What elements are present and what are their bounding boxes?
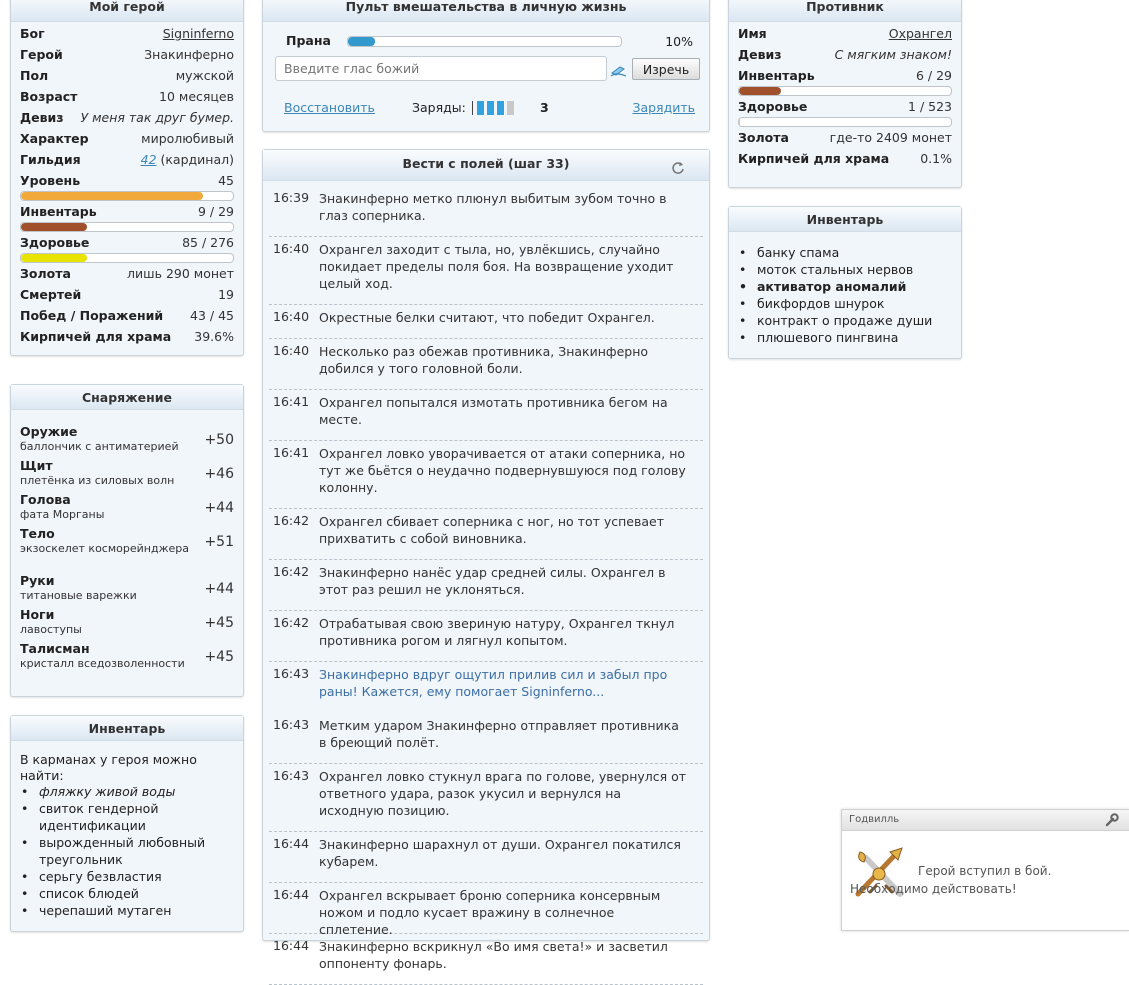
health-label: Здоровье: [20, 235, 89, 250]
news-entry: [269, 190, 703, 237]
level-row: [11, 171, 243, 202]
opponent-motto-row: [729, 45, 961, 66]
news-time: 16:44: [273, 836, 309, 851]
godville-message: Герой вступил в бой. Необходимо действовать!: [850, 862, 1120, 898]
news-entry: [269, 241, 703, 305]
opponent-name-link[interactable]: Охрангел: [889, 26, 952, 41]
inventory-row: [11, 202, 243, 233]
news-time: 16:44: [273, 938, 309, 953]
news-panel: [262, 149, 710, 941]
god-label: Бог: [20, 26, 45, 41]
guild-row: [11, 150, 243, 171]
equipment-row: [11, 491, 243, 525]
equipment-item-name: кристалл вседозволенности: [20, 657, 190, 670]
wins-label: Побед / Поражений: [20, 308, 163, 323]
opponent-inventory-fill: [739, 87, 781, 95]
guild-link[interactable]: 42: [141, 152, 157, 167]
equipment-slot: Голова: [20, 492, 71, 507]
news-time: 16:41: [273, 394, 309, 409]
news-entry: [269, 309, 703, 339]
opponent-health-label: Здоровье: [738, 99, 807, 114]
news-entry: [269, 887, 703, 934]
prana-fill: [348, 37, 375, 46]
refresh-icon[interactable]: [671, 157, 685, 171]
news-text: Несколько раз обежав противника, Знакинферно добился у того головной боли.: [319, 343, 689, 377]
inventory-item: • фляжку живой воды: [39, 783, 243, 800]
news-entry: [269, 836, 703, 883]
prana-label: Прана: [286, 33, 331, 48]
voice-input[interactable]: [275, 56, 607, 81]
news-time: 16:41: [273, 445, 309, 460]
hero-inventory-intro: В карманах у героя можно найти:: [20, 752, 220, 784]
equipment-title: Снаряжение: [11, 385, 243, 410]
news-text: Отрабатывая свою звериную натуру, Охрангел ткнул противника рогом и лягнул копытом.: [319, 615, 689, 649]
news-time: 16:42: [273, 615, 309, 630]
charge-link[interactable]: Зарядить: [632, 100, 695, 115]
god-row: [11, 24, 243, 45]
equipment-item-name: титановые варежки: [20, 589, 190, 602]
god-link[interactable]: Signinferno: [163, 26, 234, 41]
health-value: 85 / 276: [182, 235, 234, 250]
bricks-row: [11, 327, 243, 348]
gold-row: [11, 264, 243, 285]
deaths-value: 19: [218, 287, 234, 302]
prana-value: 10%: [665, 34, 693, 49]
deaths-row: [11, 285, 243, 306]
equipment-row: [11, 606, 243, 640]
equipment-bonus: +50: [204, 432, 234, 448]
opponent-bricks-row: [729, 149, 961, 170]
equipment-bonus: +44: [204, 500, 234, 516]
motto-value: У меня так друг бумер.: [81, 110, 235, 125]
gender-value: мужской: [176, 68, 234, 83]
wrench-icon[interactable]: [1105, 813, 1119, 827]
say-button[interactable]: Изречь: [632, 58, 700, 80]
equipment-item-name: экзоскелет косморейнджера: [20, 542, 190, 555]
gold-value: лишь 290 монет: [127, 266, 234, 281]
opponent-inventory-item: • активатор аномалий: [757, 278, 961, 295]
news-entry: [269, 615, 703, 662]
gold-label: Золота: [20, 266, 71, 281]
opponent-inventory-item: • плюшевого пингвина: [757, 329, 961, 346]
level-value: 45: [218, 173, 234, 188]
news-text: Охрангел попытался измотать противника бегом на месте.: [319, 394, 689, 428]
equipment-row: [11, 572, 243, 606]
opponent-bricks-label: Кирпичей для храма: [738, 151, 889, 166]
news-entry: [269, 513, 703, 560]
level-label: Уровень: [20, 173, 80, 188]
level-progress-bar: [20, 191, 234, 201]
wins-row: [11, 306, 243, 327]
news-text: Метким ударом Знакинферно отправляет противника в бреющий полёт.: [319, 717, 689, 751]
restore-link[interactable]: Восстановить: [284, 100, 375, 115]
equipment-item-name: баллончик с антиматерией: [20, 440, 190, 453]
news-entry: [269, 445, 703, 509]
health-progress-bar: [20, 253, 234, 263]
deaths-label: Смертей: [20, 287, 81, 302]
news-text: Знакинферно метко плюнул выбитым зубом точно в глаз соперника.: [319, 190, 689, 224]
charges-label: Заряды:: [412, 100, 466, 115]
character-label: Характер: [20, 131, 89, 146]
opponent-title: Противник: [729, 0, 961, 22]
guild-value: [141, 152, 234, 167]
opponent-inventory-bar: [738, 86, 952, 96]
inventory-item: • список блюдей: [39, 885, 243, 902]
opponent-name-label: Имя: [738, 26, 767, 41]
opponent-inventory-item: • контракт о продаже души: [757, 312, 961, 329]
news-text: Знакинферно нанёс удар средней силы. Охрангел в этот раз решил не уклоняться.: [319, 564, 689, 598]
equipment-bonus: +51: [204, 534, 234, 550]
opponent-gold-value: где-то 2409 монет: [830, 130, 952, 145]
hero-inventory-list: [11, 783, 243, 919]
wins-value: 43 / 45: [190, 308, 234, 323]
level-progress-fill: [21, 192, 203, 200]
news-entry: [269, 938, 703, 985]
equipment-bonus: +44: [204, 581, 234, 597]
news-entry: [269, 564, 703, 611]
opponent-health-value: 1 / 523: [908, 99, 952, 114]
opponent-inventory-item: • моток стальных нервов: [757, 261, 961, 278]
health-progress-fill: [21, 254, 87, 262]
news-time: 16:39: [273, 190, 309, 205]
control-panel: [262, 0, 710, 132]
equipment-row: [11, 423, 243, 457]
equipment-item-name: лавоступы: [20, 623, 190, 636]
bricks-value: 39.6%: [194, 329, 234, 344]
inventory-item: • свиток гендерной идентификации: [39, 800, 243, 834]
opponent-health-row: [729, 97, 961, 128]
news-time: 16:43: [273, 768, 309, 783]
opponent-bricks-value: 0.1%: [920, 151, 952, 166]
equipment-bonus: +45: [204, 615, 234, 631]
charge-cell: [477, 101, 484, 115]
equipment-slot: Щит: [20, 458, 53, 473]
opponent-gold-label: Золота: [738, 130, 789, 145]
news-entry: [269, 768, 703, 832]
opponent-inventory-label: Инвентарь: [738, 68, 815, 83]
inventory-value: 9 / 29: [198, 204, 234, 219]
bricks-label: Кирпичей для храма: [20, 329, 171, 344]
hero-inventory-panel: [10, 715, 244, 932]
opponent-gold-row: [729, 128, 961, 149]
control-title: Пульт вмешательства в личную жизнь: [263, 0, 709, 22]
equipment-panel: [10, 384, 244, 697]
equipment-slot: Тело: [20, 526, 55, 541]
guild-label: Гильдия: [20, 152, 81, 167]
news-text: Охрангел ловко стукнул врага по голове, увернулся от ответного удара, разок укусил и вернулся на исходную позицию.: [319, 768, 689, 819]
opponent-inventory-list: [729, 244, 961, 346]
news-entry: [269, 394, 703, 441]
hero-inventory-title: Инвентарь: [11, 716, 243, 741]
prana-bar: [347, 36, 622, 47]
opponent-inventory-item: • банку спама: [757, 244, 961, 261]
hero-name: Знакинферно: [144, 47, 234, 62]
news-text: Охрангел заходит с тыла, но, увлёкшись, случайно покидает пределы поля боя. На возвращение уходит целый ход.: [319, 241, 689, 292]
age-row: [11, 87, 243, 108]
news-text: Охрангел сбивает соперника с ног, но тот успевает прихватить с собой виновника.: [319, 513, 689, 547]
opponent-motto-label: Девиз: [738, 47, 782, 62]
opponent-inventory-panel: [728, 206, 962, 359]
charge-cell: [497, 101, 504, 115]
news-text: Знакинферно вскрикнул «Во имя света!» и засветил оппоненту фонарь.: [319, 938, 689, 972]
news-text: Охрангел ловко уворачивается от атаки соперника, но тут же бьётся о неудачно подвернувшуюся под голову колонну.: [319, 445, 689, 496]
equipment-row: [11, 457, 243, 491]
opponent-inventory-item: • бикфордов шнурок: [757, 295, 961, 312]
health-row: [11, 233, 243, 264]
motto-label: Девиз: [20, 110, 64, 125]
guild-rank: (кардинал): [157, 152, 234, 167]
inventory-item: • вырожденный любовный треугольник: [39, 834, 243, 868]
equipment-bonus: +45: [204, 649, 234, 665]
gender-row: [11, 66, 243, 87]
news-time: 16:40: [273, 309, 309, 324]
news-entry: [269, 666, 703, 712]
age-value: 10 месяцев: [159, 89, 234, 104]
hero-panel-title: Мой герой: [11, 0, 243, 22]
equipment-item-name: фата Морганы: [20, 508, 190, 521]
news-time: 16:42: [273, 513, 309, 528]
news-title: [263, 150, 709, 181]
gender-label: Пол: [20, 68, 48, 83]
charge-cell: [487, 101, 494, 115]
news-text: Окрестные белки считают, что победит Охрангел.: [319, 309, 689, 326]
equipment-item-name: плетёнка из силовых волн: [20, 474, 190, 487]
news-time: 16:40: [273, 241, 309, 256]
hero-name-label: Герой: [20, 47, 63, 62]
news-time: 16:43: [273, 717, 309, 732]
equipment-slot: Талисман: [20, 641, 90, 656]
voice-icon[interactable]: [610, 64, 628, 78]
equipment-bonus: +46: [204, 466, 234, 482]
inventory-progress-bar: [20, 222, 234, 232]
hero-name-row: [11, 45, 243, 66]
news-text: Охрангел вскрывает броню соперника консервным ножом и подло кусает вражину в солнечное сплетение.: [319, 887, 689, 938]
news-entry: [269, 343, 703, 390]
equipment-slot: Руки: [20, 573, 55, 588]
charge-cell-empty: [507, 101, 514, 115]
news-time: 16:43: [273, 666, 309, 681]
character-row: [11, 129, 243, 150]
hero-panel: [10, 0, 244, 356]
equipment-slot: Оружие: [20, 424, 77, 439]
opponent-inventory-title: Инвентарь: [729, 207, 961, 232]
opponent-inventory-row: [729, 66, 961, 97]
equipment-row: [11, 525, 243, 572]
character-value: миролюбивый: [141, 131, 234, 146]
godville-popup-header: [842, 810, 1129, 831]
inventory-label: Инвентарь: [20, 204, 97, 219]
news-text: Знакинферно шарахнул от души. Охрангел покатился кубарем.: [319, 836, 689, 870]
inventory-progress-fill: [21, 223, 87, 231]
opponent-health-bar: [738, 117, 952, 127]
news-title-text: Вести с полей (шаг 33): [403, 156, 570, 171]
motto-row: [11, 108, 243, 129]
inventory-item: • серьгу безвластия: [39, 868, 243, 885]
news-entry: [269, 717, 703, 764]
news-list: [263, 190, 709, 940]
equipment-list: [11, 423, 243, 687]
news-time: 16:42: [273, 564, 309, 579]
godville-popup-title: Годвилль: [849, 814, 899, 825]
opponent-panel: [728, 0, 962, 188]
age-label: Возраст: [20, 89, 77, 104]
charges-count: 3: [540, 100, 549, 115]
opponent-name-row: [729, 24, 961, 45]
inventory-item: • черепаший мутаген: [39, 902, 243, 919]
godville-popup: [841, 809, 1129, 931]
charges-indicator: [472, 101, 524, 115]
news-time: 16:44: [273, 887, 309, 902]
opponent-inventory-value: 6 / 29: [916, 68, 952, 83]
equipment-row: [11, 640, 243, 687]
opponent-motto: С мягким знаком!: [835, 47, 952, 62]
news-time: 16:40: [273, 343, 309, 358]
equipment-slot: Ноги: [20, 607, 54, 622]
news-text: Знакинферно вдруг ощутил прилив сил и забыл про раны! Кажется, ему помогает Signinferno...: [319, 666, 689, 700]
